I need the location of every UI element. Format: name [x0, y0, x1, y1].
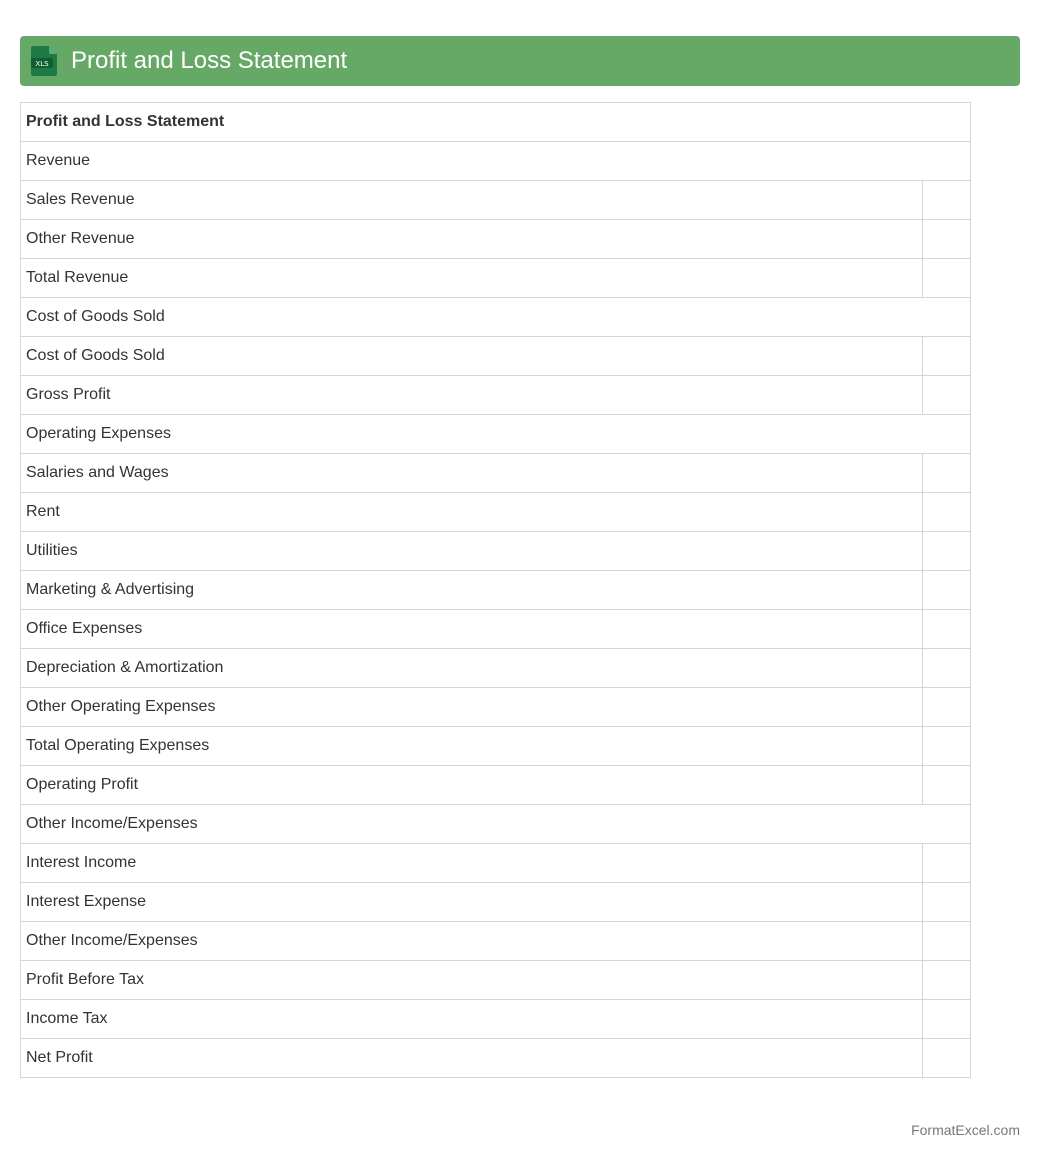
table-row — [21, 727, 971, 766]
row-label: Net Profit — [21, 1039, 923, 1078]
table-section-row — [21, 298, 971, 337]
section-heading: Cost of Goods Sold — [21, 298, 971, 337]
profit-loss-table — [20, 102, 971, 1078]
table-section-row — [21, 805, 971, 844]
footer-brand: FormatExcel.com — [911, 1122, 1020, 1138]
value-cell[interactable] — [923, 766, 971, 805]
table-row — [21, 883, 971, 922]
value-cell[interactable] — [923, 727, 971, 766]
section-heading: Revenue — [21, 142, 971, 181]
row-label: Utilities — [21, 532, 923, 571]
table-row — [21, 259, 971, 298]
value-cell[interactable] — [923, 922, 971, 961]
value-cell[interactable] — [923, 220, 971, 259]
row-label: Interest Expense — [21, 883, 923, 922]
page-title: Profit and Loss Statement — [71, 47, 348, 74]
row-label: Income Tax — [21, 1000, 923, 1039]
table-row — [21, 1039, 971, 1078]
table-row — [21, 766, 971, 805]
table-row — [21, 922, 971, 961]
table-row — [21, 610, 971, 649]
table-section-row — [21, 415, 971, 454]
row-label: Office Expenses — [21, 610, 923, 649]
value-cell[interactable] — [923, 961, 971, 1000]
row-label: Other Revenue — [21, 220, 923, 259]
table-row — [21, 649, 971, 688]
table-row — [21, 532, 971, 571]
row-label: Depreciation & Amortization — [21, 649, 923, 688]
table-row — [21, 688, 971, 727]
row-label: Sales Revenue — [21, 181, 923, 220]
row-label: Interest Income — [21, 844, 923, 883]
value-cell[interactable] — [923, 883, 971, 922]
value-cell[interactable] — [923, 454, 971, 493]
value-cell[interactable] — [923, 844, 971, 883]
row-label: Rent — [21, 493, 923, 532]
row-label: Other Income/Expenses — [21, 922, 923, 961]
table-row — [21, 1000, 971, 1039]
table-row — [21, 220, 971, 259]
row-label: Cost of Goods Sold — [21, 337, 923, 376]
table-section-row — [21, 142, 971, 181]
header-bar — [20, 36, 1020, 86]
table-row — [21, 493, 971, 532]
table-row — [21, 961, 971, 1000]
value-cell[interactable] — [923, 181, 971, 220]
table-row — [21, 571, 971, 610]
table-row — [21, 844, 971, 883]
value-cell[interactable] — [923, 610, 971, 649]
row-label: Total Operating Expenses — [21, 727, 923, 766]
profit-loss-table-body — [21, 103, 971, 1078]
table-title: Profit and Loss Statement — [21, 103, 971, 142]
xls-file-icon — [31, 46, 57, 76]
row-label: Other Operating Expenses — [21, 688, 923, 727]
value-cell[interactable] — [923, 259, 971, 298]
table-title-row — [21, 103, 971, 142]
table-row — [21, 454, 971, 493]
value-cell[interactable] — [923, 1039, 971, 1078]
section-heading: Operating Expenses — [21, 415, 971, 454]
row-label: Profit Before Tax — [21, 961, 923, 1000]
value-cell[interactable] — [923, 1000, 971, 1039]
value-cell[interactable] — [923, 337, 971, 376]
row-label: Salaries and Wages — [21, 454, 923, 493]
row-label: Operating Profit — [21, 766, 923, 805]
value-cell[interactable] — [923, 649, 971, 688]
value-cell[interactable] — [923, 532, 971, 571]
value-cell[interactable] — [923, 688, 971, 727]
table-row — [21, 376, 971, 415]
xls-icon-text: XLS — [35, 60, 49, 68]
value-cell[interactable] — [923, 493, 971, 532]
value-cell[interactable] — [923, 376, 971, 415]
row-label: Marketing & Advertising — [21, 571, 923, 610]
table-row — [21, 181, 971, 220]
row-label: Total Revenue — [21, 259, 923, 298]
row-label: Gross Profit — [21, 376, 923, 415]
table-row — [21, 337, 971, 376]
value-cell[interactable] — [923, 571, 971, 610]
section-heading: Other Income/Expenses — [21, 805, 971, 844]
